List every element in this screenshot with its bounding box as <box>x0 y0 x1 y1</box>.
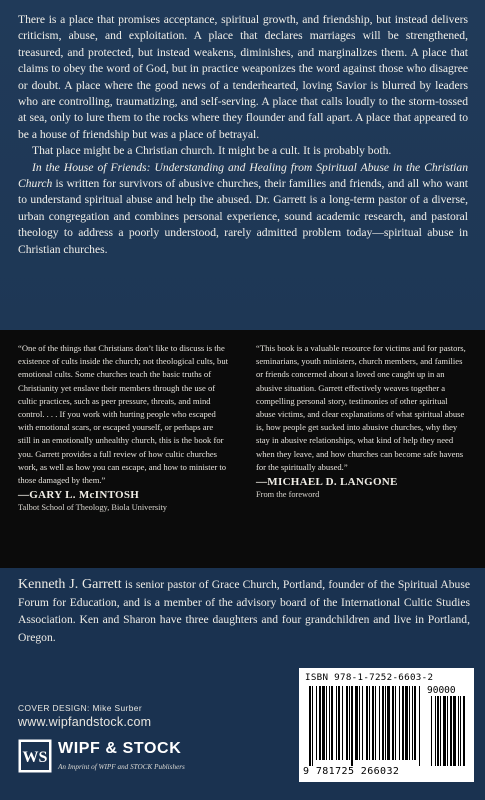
barcode-bar <box>366 686 368 760</box>
barcode-bar <box>405 686 408 760</box>
barcode-bar <box>387 686 390 760</box>
barcode-bar <box>355 686 358 760</box>
barcode-bar <box>351 686 353 766</box>
blurb-paragraph-3 <box>18 160 468 258</box>
barcode-bar <box>419 686 420 766</box>
barcode-addon-bar <box>453 696 456 766</box>
barcode-addon-bar <box>463 696 465 766</box>
publisher-logo-icon <box>18 739 52 773</box>
barcode-bar <box>309 686 311 766</box>
credits <box>18 703 151 729</box>
publisher-tagline: An Imprint of WIPF and STOCK Publishers <box>58 763 185 771</box>
publisher-name: WIPF & STOCK <box>58 740 182 757</box>
barcode-bar <box>412 686 413 760</box>
barcode-bar <box>326 686 327 760</box>
barcode-bar <box>316 686 317 760</box>
barcode-bar <box>329 686 330 760</box>
author-name: Kenneth J. Garrett <box>18 577 122 592</box>
blurb-paragraph-3-rest: is written for survivors of abusive churches, their families and friends, and all who want to understand spiritual abuse and help the abused. Dr. Garrett is a long-term pastor of a diverse, urban congregation and combines personal experience, sound academic research, and pastoral theology to address a poorly understood, rarely admitted problem today—spiritual abuse in Christian churches. <box>18 177 468 256</box>
endorsements-band <box>0 330 485 568</box>
price-code: 90000 <box>427 685 456 696</box>
barcode-bar <box>399 686 400 760</box>
barcode-bar <box>385 686 386 760</box>
barcode-bar <box>338 686 340 760</box>
endorsement-right <box>256 342 468 500</box>
barcode-bars-icon <box>309 686 467 766</box>
barcode-digits: 9 781725 266032 <box>303 766 400 777</box>
barcode-bar <box>312 686 313 766</box>
isbn-barcode <box>299 668 474 782</box>
barcode-bar <box>375 686 376 760</box>
barcode-bar <box>379 686 380 760</box>
barcode-bar <box>382 686 384 760</box>
barcode-bar <box>409 686 410 760</box>
barcode-bar <box>402 686 404 760</box>
barcode-bar <box>331 686 333 760</box>
barcode-bar <box>414 686 416 760</box>
blurb-paragraph-2: That place might be a Christian church. It might be a cult. It is probably both. <box>32 144 392 158</box>
book-title: In the House of Friends: Understanding and Healing from Spiritual Abuse in the Christian Church <box>18 160 468 191</box>
barcode-addon-bar <box>431 696 432 766</box>
barcode-bar <box>336 686 337 760</box>
blurb-text <box>18 12 468 258</box>
barcode-bar <box>395 686 396 760</box>
barcode-addon-bar <box>460 696 461 766</box>
blurb-panel <box>0 0 485 330</box>
barcode-addon-bar <box>443 696 446 766</box>
barcode-bar <box>319 686 321 760</box>
author-bio-text: is senior pastor of Grace Church, Portland, founder of the Spiritual Abuse Forum for Education, and is a member of the advisory board of the International Cultic Studies Association. Ken and Sharon have three daughters and four grandchildren and live in Portland, Oregon. <box>18 578 470 644</box>
publisher-logo-letters: WS <box>22 749 48 766</box>
endorser-affiliation: From the foreword <box>256 490 320 500</box>
barcode-addon-bar <box>435 696 436 766</box>
publisher-website-link[interactable]: www.wipfandstock.com <box>18 715 152 729</box>
barcode-bar <box>392 686 394 760</box>
endorser-name: —GARY L. McINTOSH <box>18 489 140 502</box>
isbn-label: ISBN 978-1-7252-6603-2 <box>305 672 434 683</box>
barcode-addon-bar <box>450 696 452 766</box>
barcode-bar <box>372 686 374 760</box>
barcode-bar <box>346 686 348 760</box>
barcode-bar <box>359 686 360 760</box>
blurb-paragraph-1: There is a place that promises acceptance, spiritual growth, and friendship, but instead delivers criticism, abuse, and exploitation. A place that declares marriages will be strengthened, treasured, and protected, but instead weakens, diminishes, and marginalizes them. A place that claims to obey the word of God, but in practice weaponizes the word against those who disagree or doubt. A place where the good news of a tenderhearted, loving Savior is blurred by leaders who are controlling, traumatizing, and self-serving. A place that calls loudly to the storm-tossed at sea, only to lure them to the rocks where they flounder and fall apart. A place that appeared to be a house of friendship but was a place of betrayal. <box>18 13 468 141</box>
author-bio <box>18 576 470 646</box>
barcode-bar <box>349 686 350 760</box>
publisher-block <box>18 739 268 779</box>
barcode-addon-bar <box>458 696 459 766</box>
endorsement-quote: “This book is a valuable resource for victims and for pastors, seminarians, youth ministers, church members, and families or friends concerned about a loved one caught up in an abusive situation. Garrett effectively weaves together a compelling personal story, testimonies of other spiritual abuse victims, and clear explanations of what spiritual abuse is, how people get sucked into abusive churches, why they stay in abusive relationships, what kind of help they need when they leave, and how churches can become safe havens for the spiritually abused.” <box>256 343 466 472</box>
cover-design-credit: COVER DESIGN: Mike Surber <box>18 703 143 713</box>
barcode-bar <box>342 686 343 760</box>
barcode-addon-bar <box>437 696 439 766</box>
barcode-addon-bar <box>447 696 448 766</box>
endorser-name: —MICHAEL D. LANGONE <box>256 476 398 489</box>
barcode-bar <box>322 686 325 760</box>
endorsement-left <box>18 342 228 513</box>
barcode-bar <box>369 686 370 760</box>
barcode-bar <box>362 686 363 760</box>
endorser-affiliation: Talbot School of Theology, Biola University <box>18 503 167 513</box>
endorsement-quote: “One of the things that Christians don’t like to discuss is the existence of cults inside the church; not theological cults, but emotional cults. Some churches teach the basic truths of Christianity yet enslave their members through the use of cultic practices, such as peer pressure, threats, and mind control. . . . If you work with hurting people who escaped with emotional scars, or escaped yourself, or perhaps are still in an emotionally unhealthy church, this is the book for you. Garrett provides a full review of how cultic churches work, as well as how you can escape, and how to minister to those damaged by them.” <box>18 343 229 486</box>
barcode-addon-bar <box>440 696 441 766</box>
